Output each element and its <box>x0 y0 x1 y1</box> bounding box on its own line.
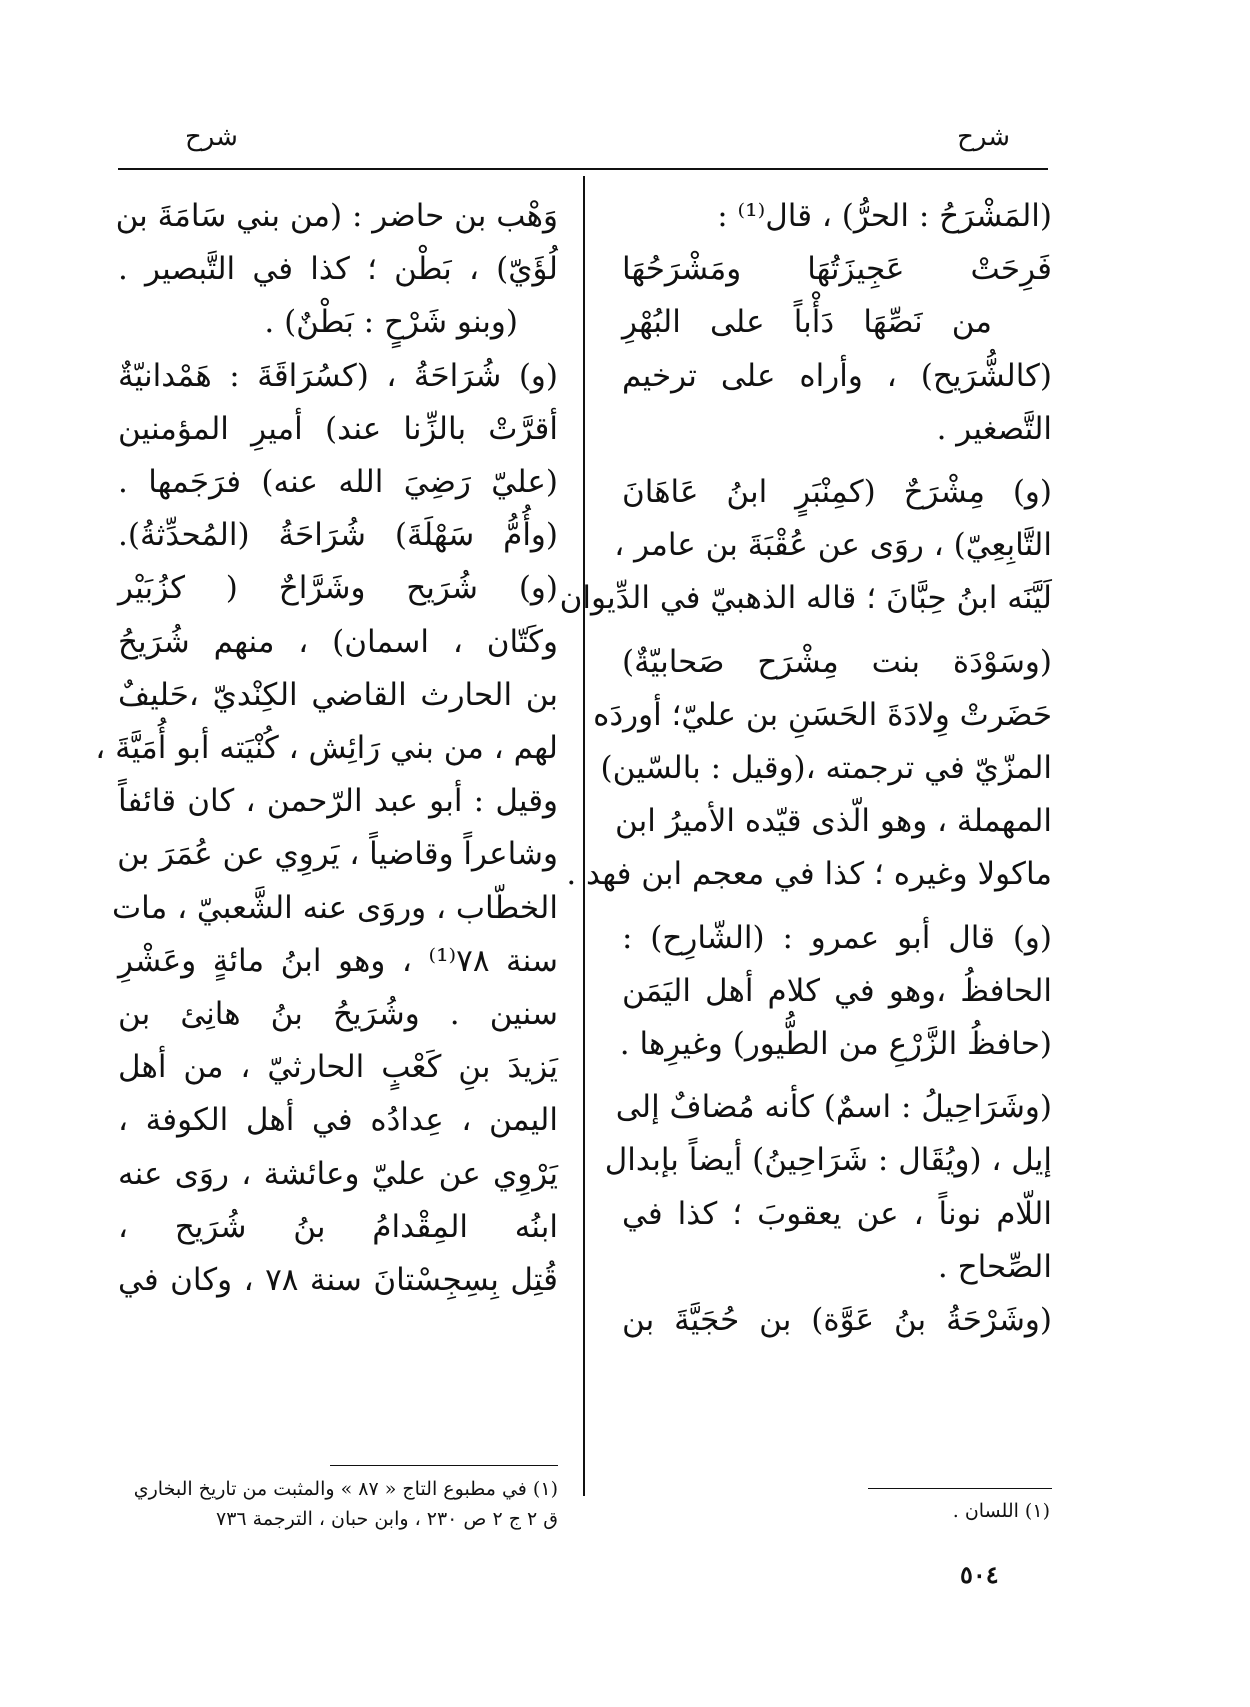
text-line: الحافظُ ،وهو في كلام أهل اليَمَن <box>622 972 1052 1009</box>
text-line: لُؤَيّ) ، بَطْن ؛ كذا في التَّبصير . <box>118 251 558 288</box>
text-line: وشاعراً وقاضياً ، يَروِي عن عُمَرَ بن <box>117 836 558 873</box>
text-line: (كالشُّرَيح) ، وأراه على ترخيم <box>622 357 1052 394</box>
text-line: (وأُمُّ سَهْلَةَ) شُرَاحَةُ (المُحدِّثةُ). <box>118 517 558 554</box>
text-line: المزّيّ في ترجمته ،(وقيل : بالسّين) <box>600 750 1052 787</box>
text-line: إيل ، (ويُقَال : شَرَاحِينُ) أيضاً بإبدال <box>604 1142 1052 1179</box>
text-line: وقيل : أبو عبد الرّحمن ، كان قائفاً <box>118 783 558 820</box>
text-line: حَضَرتْ وِلادَةَ الحَسَنِ بن عليّ؛ أوردَه <box>593 696 1052 733</box>
verse-line: فَرِحَتْ عَجِيزَتُهَا ومَشْرَحُهَا <box>622 251 1052 288</box>
text-line: (وبنو شَرْحٍ : بَطْنٌ) . <box>264 304 518 341</box>
text-line: (عليّ رَضِيَ الله عنه) فرَجَمها . <box>118 464 558 501</box>
text-line: (حافظُ الزَّرْعِ من الطُّيور) وغيرِها . <box>619 1026 1052 1063</box>
text-line: ابنُه المِقْدامُ بنُ شُرَيح ، <box>118 1208 558 1245</box>
text-line: وَهْب بن حاضر : (من بني سَامَةَ بن <box>115 198 558 234</box>
text-line: (وسَوْدَة بنت مِشْرَح صَحابيّةٌ) <box>622 643 1052 680</box>
text-line: (و) مِشْرَحٌ (كمِنْبَرٍ ابنُ عَاهَانَ <box>622 474 1052 511</box>
right-column <box>559 190 1052 1347</box>
column-divider <box>583 176 585 1496</box>
text-line: التَّابِعِيّ) ، روَى عن عُقْبَةَ بن عامر ، <box>614 527 1052 564</box>
text-line: سنين . وشُرَيحُ بنُ هانِئ بن <box>118 996 558 1033</box>
footnote-line: (١) في مطبوع التاج « ٨٧ » والمثبت من تاريخ البخاري <box>133 1478 558 1500</box>
text-line: الصِّحاح . <box>937 1248 1052 1285</box>
text-line: التَّصغير . <box>936 410 1052 447</box>
text-line: لهم ، من بني رَائِش ، كُنْيَته أبو أُمَيَّةَ ، <box>95 730 558 767</box>
running-head-left: شرح <box>185 122 238 152</box>
page-number: ٥٠٤ <box>960 1560 999 1589</box>
footnote-left <box>118 1474 558 1534</box>
text-line: أقرَّتْ بالزِّنا عند) أميرِ المؤمنين <box>118 410 558 447</box>
footnote-line: ق ٢ ج ٢ ص ٢٣٠ ، وابن حبان ، الترجمة ٧٣٦ <box>215 1508 558 1530</box>
text-line: (و) شُرَيح وشَرَّاحٌ ( كزُبَيْر <box>118 570 558 607</box>
text-line: اللّام نوناً ، عن يعقوبَ ؛ كذا في <box>622 1195 1052 1232</box>
left-column <box>95 190 558 1307</box>
text-line: قُتِل بِسِجِسْتانَ سنة ٧٨ ، وكان في <box>118 1262 558 1299</box>
text-line: اليمن ، عِدادُه في أهل الكوفة ، <box>118 1102 558 1139</box>
text-line: بن الحارث القاضي الكِنْديّ ،حَليفٌ <box>118 676 558 713</box>
footnote-rule-left <box>330 1465 558 1466</box>
text-line: وكَتّان ، اسمان) ، منهم شُرَيحُ <box>118 623 558 660</box>
running-head-right: شرح <box>957 122 1010 152</box>
text-line: (و) شُرَاحَةُ ، (كسُرَاقَةَ : هَمْدانيّةٌ <box>118 357 558 394</box>
text-line: يَزيدَ بنِ كَعْبٍ الحارثيّ ، من أهل <box>118 1049 558 1086</box>
text-line: سنة ٧٨⁽¹⁾ ، وهو ابنُ مائةٍ وعَشْرِ <box>118 942 558 979</box>
footnote-right: (١) اللسان . <box>952 1500 1050 1522</box>
text-line: (وشَرَاحِيلُ : اسمٌ) كأنه مُضافٌ إلى <box>615 1089 1052 1126</box>
text-line: يَرْوِي عن عليّ وعائشة ، روَى عنه <box>118 1155 558 1192</box>
text-line: (وشَرْحَةُ بنُ عَوَّة) بن حُجَيَّةَ بن <box>622 1302 1052 1339</box>
header-rule <box>118 168 1048 170</box>
text-line: الخطّاب ، وروَى عنه الشَّعبيّ ، مات <box>111 889 558 926</box>
text-line: المهملة ، وهو الّذى قيّده الأميرُ ابن <box>614 803 1052 840</box>
text-line: ماكولا وغيره ؛ كذا في معجم ابن فهد . <box>566 856 1052 893</box>
verse-line: من نَصِّهَا دَأْباً على البُهْرِ <box>622 304 992 341</box>
footnote-rule-right <box>868 1488 1052 1489</box>
text-line: (المَشْرَحُ : الحرُّ) ، قال⁽¹⁾ : <box>717 198 1052 234</box>
text-line: لَيَّنَه ابنُ حِبَّانَ ؛ قاله الذهبيّ في الدِّيوان <box>559 580 1052 617</box>
text-line: (و) قال أبو عمرو : (الشّارِح) : <box>622 919 1052 956</box>
